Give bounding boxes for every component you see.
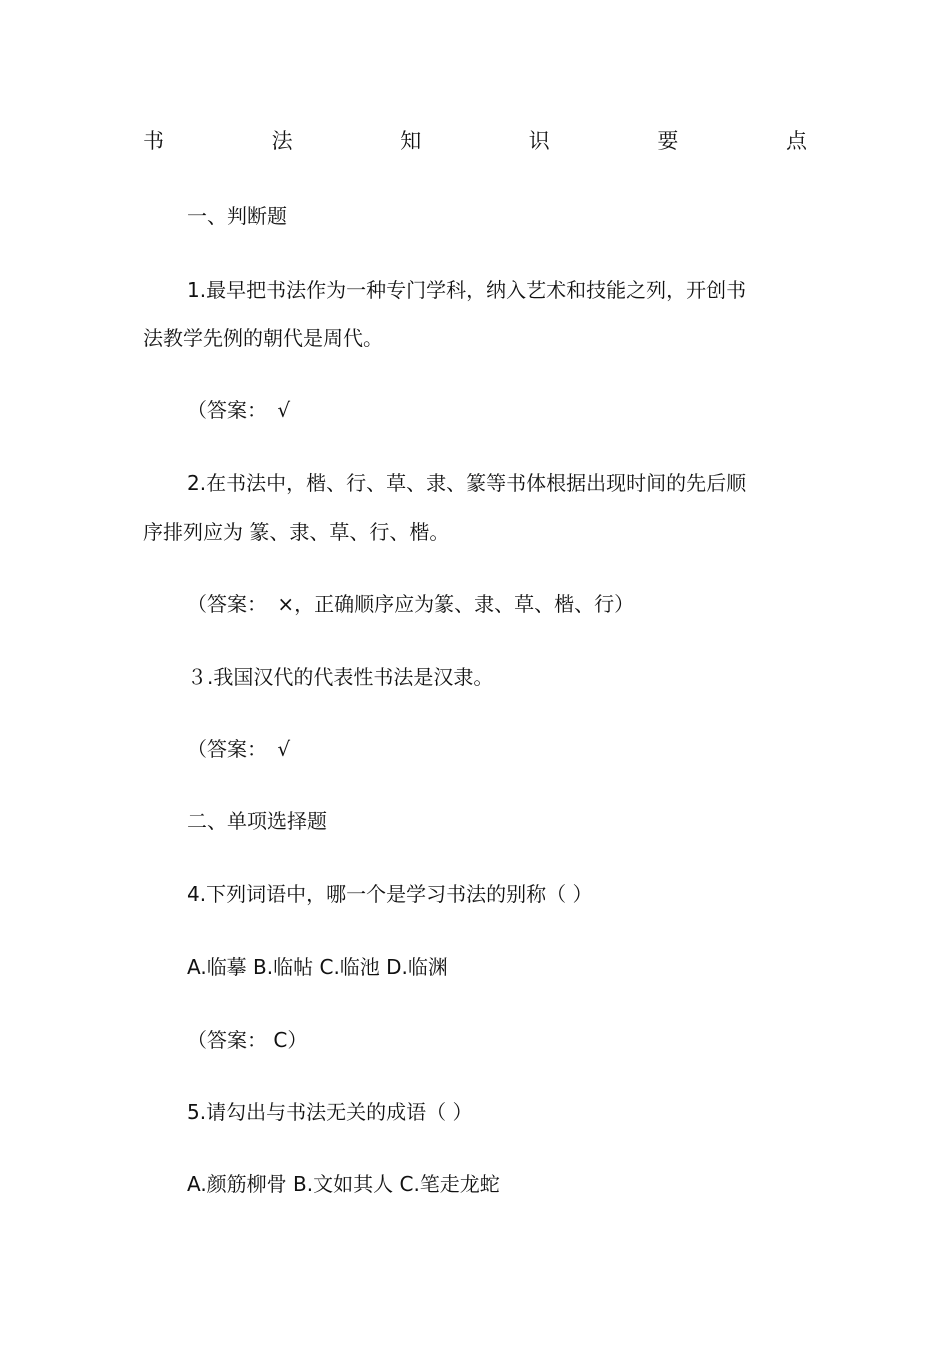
answer-prefix: （答案： bbox=[187, 737, 267, 761]
document-title bbox=[143, 126, 807, 156]
question-3-line-1: ３.我国汉代的代表性书法是汉隶。 bbox=[187, 665, 494, 689]
title-char: 书 bbox=[143, 129, 164, 153]
question-1-line-1: 1.最早把书法作为一种专门学科，纳入艺术和技能之列，开创书 bbox=[187, 278, 747, 302]
answer-prefix: （答案： bbox=[187, 592, 267, 616]
question-4-options: A.临摹 B.临帖 C.临池 D.临渊 bbox=[187, 955, 448, 979]
question-4-line-1: 4.下列词语中，哪一个是学习书法的别称（ ） bbox=[187, 882, 593, 906]
check-mark-icon: √ bbox=[277, 398, 291, 422]
answer-explanation: ，正确顺序应为篆、隶、草、楷、行） bbox=[294, 592, 635, 616]
question-3-answer bbox=[187, 734, 290, 764]
question-4-answer: （答案： C） bbox=[187, 1028, 308, 1052]
title-char: 点 bbox=[785, 129, 807, 153]
cross-mark-icon: × bbox=[277, 592, 295, 616]
question-5-line-1: 5.请勾出与书法无关的成语（ ） bbox=[187, 1100, 473, 1124]
question-2-answer bbox=[187, 589, 634, 619]
check-mark-icon: √ bbox=[277, 737, 291, 761]
title-char: 识 bbox=[528, 129, 550, 153]
question-2-line-2: 序排列应为 篆、隶、草、行、楷。 bbox=[143, 520, 450, 544]
question-1-line-2: 法教学先例的朝代是周代。 bbox=[143, 326, 383, 350]
title-char: 知 bbox=[400, 129, 422, 153]
question-2-line-1: 2.在书法中，楷、行、草、隶、篆等书体根据出现时间的先后顺 bbox=[187, 471, 747, 495]
title-char: 法 bbox=[271, 129, 293, 153]
question-1-answer bbox=[187, 395, 290, 425]
answer-prefix: （答案： bbox=[187, 398, 267, 422]
section-heading-single-choice: 二、单项选择题 bbox=[187, 809, 327, 833]
title-char: 要 bbox=[657, 129, 679, 153]
section-heading-judgment: 一、判断题 bbox=[187, 204, 287, 228]
question-5-options: A.颜筋柳骨 B.文如其人 C.笔走龙蛇 bbox=[187, 1172, 500, 1196]
